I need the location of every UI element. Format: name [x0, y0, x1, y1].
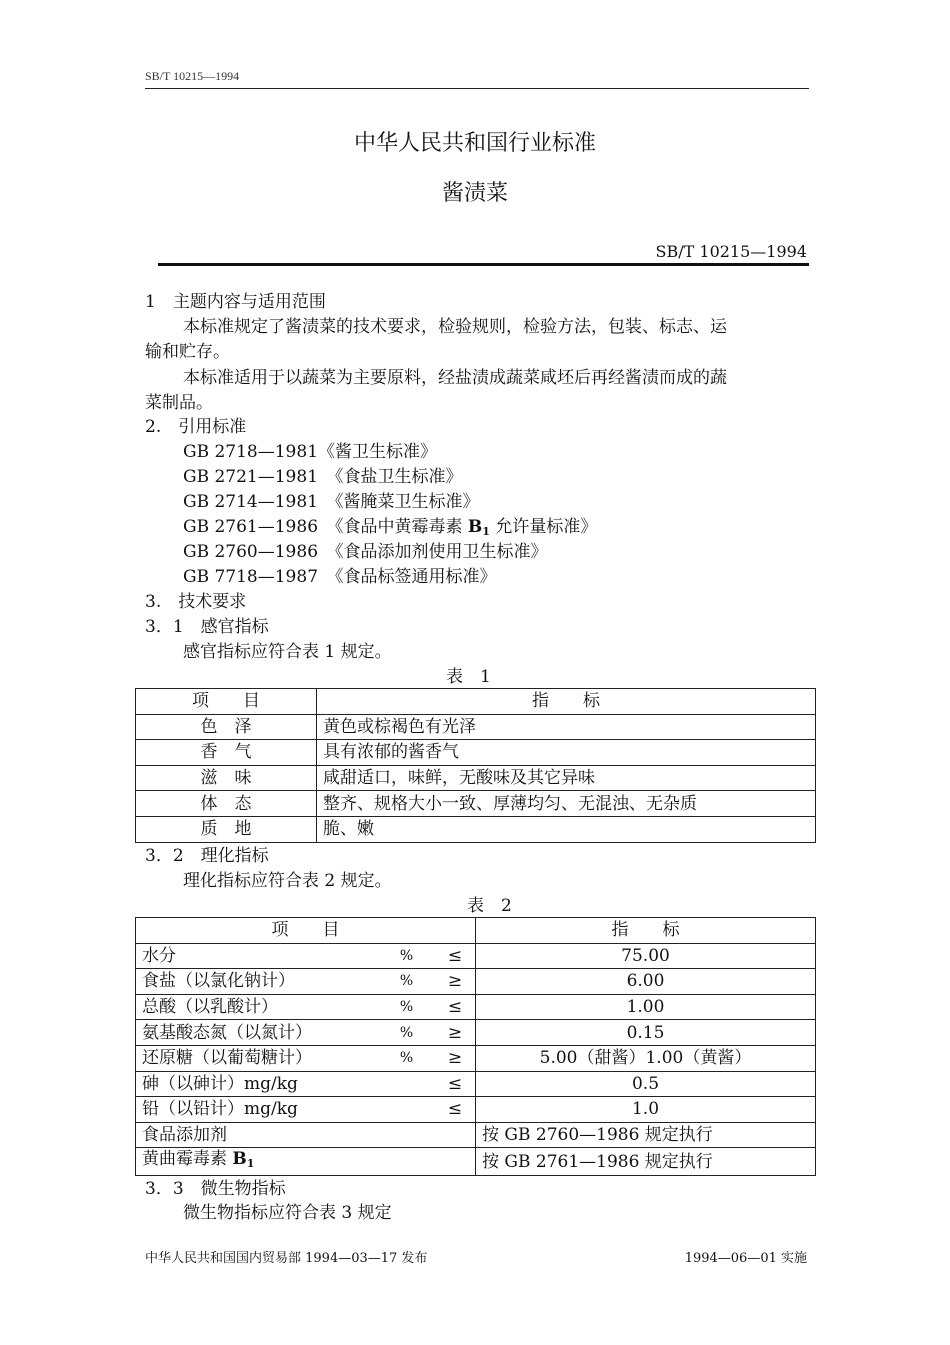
table-cell-item: 体 态 — [136, 791, 317, 817]
table-cell-op: ≥ — [435, 969, 476, 995]
table-cell-unit: % — [378, 943, 435, 969]
table-row — [136, 714, 816, 740]
section-1-heading: 1 主题内容与适用范围 — [145, 292, 326, 312]
section-1-para-2a: 本标准适用于以蔬菜为主要原料，经盐渍成蔬菜咸坯后再经酱渍而成的蔬 — [183, 368, 727, 388]
table-header-cell: 指 标 — [317, 689, 816, 715]
footer-effective: 1994—06—01 实施 — [684, 1251, 807, 1266]
table-cell-op: ≥ — [435, 1020, 476, 1046]
item-pre: 黄曲霉毒素 — [142, 1149, 233, 1170]
table-cell-op: ≤ — [435, 1097, 476, 1123]
header-code: SB/T 10215—1994 — [145, 69, 240, 83]
reference-name-pre: 《食品中黄霉毒素 — [335, 517, 468, 537]
table-cell-item: 食品添加剂 — [136, 1122, 476, 1148]
table-row — [136, 791, 816, 817]
section-1-para-2b: 菜制品。 — [145, 393, 213, 413]
table-cell-op: ≤ — [435, 994, 476, 1020]
table-row — [136, 994, 816, 1020]
table-header-cell: 项 目 — [136, 689, 317, 715]
table-cell-value: 0.15 — [476, 1020, 816, 1046]
table-cell-value: 6.00 — [476, 969, 816, 995]
section-3-heading: 3. 技术要求 — [145, 592, 247, 612]
table-cell-item: 铅（以铅计）mg/kg — [136, 1097, 379, 1123]
table-row — [136, 943, 816, 969]
table-cell-item: 水分 — [136, 943, 379, 969]
reference-code: GB 2721—1981 — [183, 467, 319, 487]
table-cell-value: 按 GB 2760—1986 规定执行 — [476, 1122, 816, 1148]
table-cell-value: 具有浓郁的酱香气 — [317, 740, 816, 766]
reference-3 — [183, 490, 480, 515]
table-cell-value: 1.0 — [476, 1097, 816, 1123]
table-cell-value: 75.00 — [476, 943, 816, 969]
table-cell-unit — [378, 1097, 435, 1123]
table-cell-item: 砷（以砷计）mg/kg — [136, 1071, 379, 1097]
document-title: 酱渍菜 — [441, 181, 508, 206]
table-cell-item: 香 气 — [136, 740, 317, 766]
table-cell-item: 质 地 — [136, 816, 317, 842]
table-cell-unit: % — [378, 969, 435, 995]
table-cell-item: 食盐（以氯化钠计） — [136, 969, 379, 995]
reference-name-b: B — [467, 517, 483, 537]
reference-name: 《食品标签通用标准》 — [335, 567, 497, 587]
table-2-caption: 表 2 — [467, 896, 512, 916]
table-cell-item: 总酸（以乳酸计） — [136, 994, 379, 1020]
table-row — [136, 1097, 816, 1123]
table-row — [136, 1045, 816, 1071]
section-3-3-text: 微生物指标应符合表 3 规定 — [183, 1203, 392, 1223]
table-cell-op: ≤ — [435, 943, 476, 969]
section-1-para-1a: 本标准规定了酱渍菜的技术要求，检验规则，检验方法，包装、标志、运 — [183, 317, 727, 337]
table-cell-op: ≥ — [435, 1045, 476, 1071]
reference-code: GB 2760—1986 — [183, 542, 319, 562]
table-cell-unit: % — [378, 1020, 435, 1046]
reference-name: 《食盐卫生标准》 — [335, 467, 463, 487]
table-cell-unit: % — [378, 1045, 435, 1071]
table-2 — [135, 917, 816, 1176]
table-cell-item — [136, 1148, 476, 1176]
reference-name-sub: 1 — [482, 525, 490, 538]
section-3-1-heading: 3．1 感官指标 — [145, 617, 269, 637]
table-cell-item: 色 泽 — [136, 714, 317, 740]
section-1-para-1b: 输和贮存。 — [145, 342, 230, 362]
section-3-1-text: 感官指标应符合表 1 规定。 — [183, 642, 392, 662]
table-cell-value: 整齐、规格大小一致、厚薄均匀、无混浊、无杂质 — [317, 791, 816, 817]
reference-6 — [183, 565, 497, 590]
item-b: B — [232, 1149, 247, 1170]
reference-code: GB 2761—1986 — [183, 517, 319, 537]
reference-code: GB 2718—1981 — [183, 442, 319, 462]
table-cell-value: 1.00 — [476, 994, 816, 1020]
reference-code: GB 7718—1987 — [183, 567, 319, 587]
footer-issue: 中华人民共和国国内贸易部 1994—03—17 发布 — [145, 1251, 428, 1266]
table-cell-item: 还原糖（以葡萄糖计） — [136, 1045, 379, 1071]
section-3-2-text: 理化指标应符合表 2 规定。 — [183, 871, 392, 891]
item-sub: 1 — [246, 1157, 255, 1171]
table-cell-value: 按 GB 2761—1986 规定执行 — [476, 1148, 816, 1176]
section-3-2-heading: 3．2 理化指标 — [145, 846, 269, 866]
table-cell-value: 咸甜适口，味鲜，无酸味及其它异味 — [317, 765, 816, 791]
table-header-cell: 指 标 — [476, 918, 816, 944]
table-cell-item: 滋 味 — [136, 765, 317, 791]
table-cell-op: ≤ — [435, 1071, 476, 1097]
table-cell-value: 黄色或棕褐色有光泽 — [317, 714, 816, 740]
reference-code: GB 2714—1981 — [183, 492, 319, 512]
reference-name-post: 允许量标准》 — [489, 517, 598, 537]
table-header-cell: 项 目 — [136, 918, 476, 944]
section-2-heading: 2. 引用标准 — [145, 417, 247, 437]
header-rule — [145, 88, 809, 89]
table-row — [136, 765, 816, 791]
page-title: 中华人民共和国行业标准 — [353, 131, 596, 156]
reference-name: 《酱卫生标准》 — [318, 442, 438, 462]
table-header-row — [136, 918, 816, 944]
table-header-row — [136, 689, 816, 715]
reference-5 — [183, 540, 548, 565]
table-row — [136, 1020, 816, 1046]
table-row — [136, 969, 816, 995]
table-cell-value: 5.00（甜酱）1.00（黄酱） — [476, 1045, 816, 1071]
table-row — [136, 1148, 816, 1176]
section-3-3-heading: 3．3 微生物指标 — [145, 1179, 286, 1199]
table-cell-unit: % — [378, 994, 435, 1020]
title-rule — [158, 263, 809, 266]
reference-2 — [183, 465, 463, 490]
table-cell-item: 氨基酸态氮（以氮计） — [136, 1020, 379, 1046]
reference-name: 《酱腌菜卫生标准》 — [335, 492, 480, 512]
table-1 — [135, 688, 816, 843]
table-row — [136, 740, 816, 766]
reference-1 — [183, 440, 437, 465]
table-row — [136, 1071, 816, 1097]
table-row — [136, 816, 816, 842]
table-1-caption: 表 1 — [446, 667, 491, 687]
standard-number: SB/T 10215—1994 — [655, 242, 807, 261]
table-cell-unit — [378, 1071, 435, 1097]
table-row — [136, 1122, 816, 1148]
table-cell-value: 脆、嫩 — [317, 816, 816, 842]
reference-name: 《食品添加剂使用卫生标准》 — [335, 542, 548, 562]
table-cell-value: 0.5 — [476, 1071, 816, 1097]
